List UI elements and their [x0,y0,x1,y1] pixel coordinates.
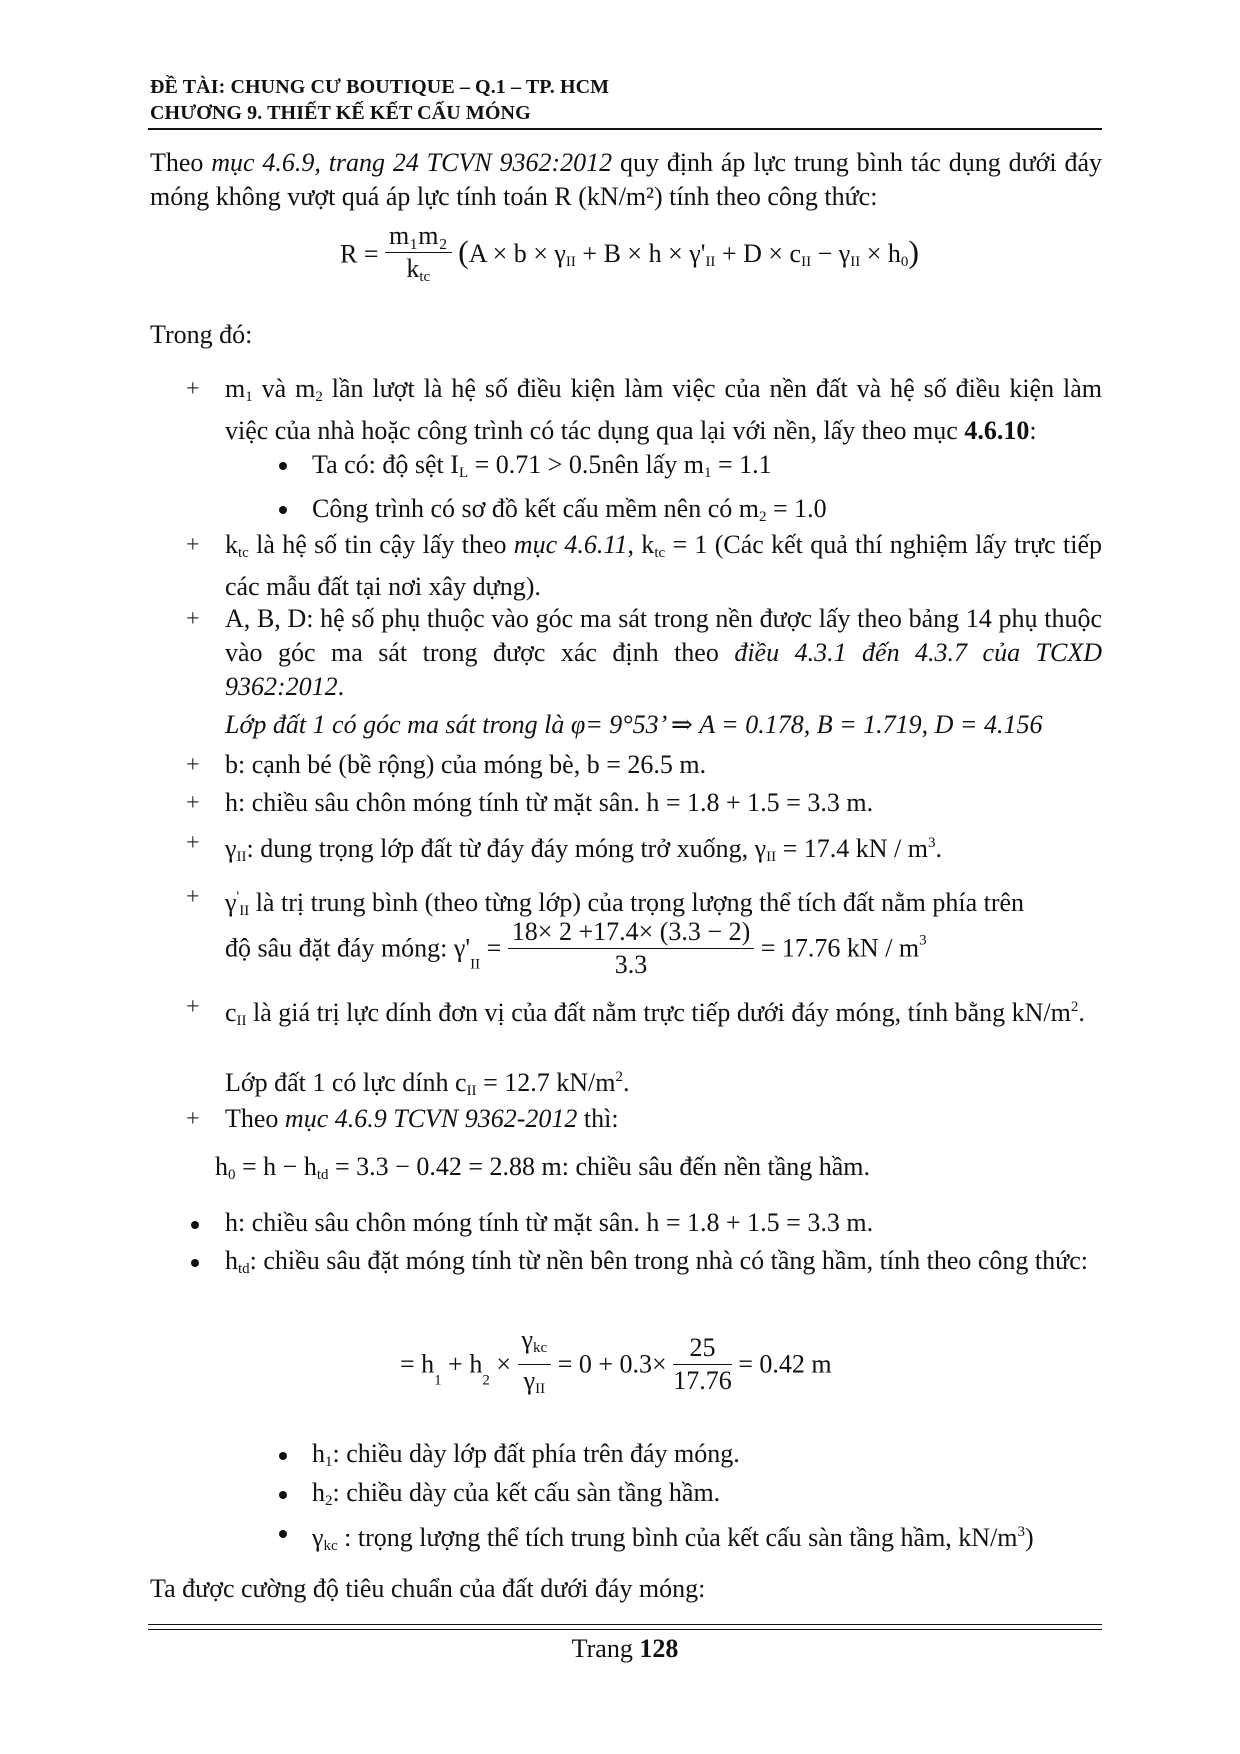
htd-gamma-fraction: $\frac{\gamma_{kc}}{\gamma_{II}}$ [518,1324,552,1405]
item-gamma-ii: $\gamma_{II}$: dung trọng lớp đất từ đáy đáy móng trở xuống, $\gamma_{II} = 17.4$ kN / $m^3$. [225,834,942,865]
htd-number-fraction: $\frac{25}{17.76}$ [673,1333,732,1395]
intro-ref: mục 4.6.9, trang 24 TCVN 9362:2012 [211,148,613,177]
sub-bullet-h2: $h_2$: chiều dày của kết cấu sàn tầng hầm. [312,1478,721,1509]
item-abd: A, B, D: hệ số phụ thuộc vào góc ma sát trong nền được lấy theo bảng 14 phụ thuộc vào góc ma sát trong được xác định theo điều 4.3.1 đến 4.3.7 của TCXD 9362:2012. [225,604,1102,701]
plus-marker: + [186,606,200,632]
item-m1-m2: $m_1$ và $m_2$ lần lượt là hệ số điều kiện làm việc của nền đất và hệ số điều kiện làm việc của nhà hoặc công trình có tác dụng qua lại với nền, lấy theo mục 4.6.10: [225,374,1102,445]
plus-marker: + [186,884,200,910]
header-project-title: ĐỀ TÀI: CHUNG CƯ BOUTIQUE – Q.1 – TP. HCM [150,76,610,98]
intro-pre: Theo [150,148,212,177]
plus-marker: + [186,790,200,816]
formula-bearing-capacity [340,220,919,293]
bullet-htd: $h_{td}$: chiều sâu đặt móng tính từ nền bên trong nhà có tầng hầm, tính theo công thức: [225,1246,1089,1277]
bullet-h: h: chiều sâu chôn móng tính từ mặt sân. h = 1.8 + 1.5 = 3.3 m. [225,1208,874,1237]
bullet-dot [279,506,287,514]
intro-post: quy định áp lực trung bình tác dụng dưới đáy móng không vượt quá áp lực tính toán R (kN/m²) tính theo công thức: [150,148,1103,211]
bullet-dot [279,1452,287,1460]
plus-marker: + [186,1106,200,1132]
page-label: Trang [571,1634,640,1663]
ref-4-6-10: 4.6.10 [964,416,1030,445]
formula-lhs: R = [340,239,379,269]
formula-paren-open: ( [458,233,469,270]
plus-marker: + [186,376,200,402]
plus-marker: + [186,994,200,1020]
page-number: 128 [639,1634,679,1663]
sub-bullet-h1: $h_1$: chiều dày lớp đất phía trên đáy móng. [312,1439,740,1470]
bullet-dot [279,462,287,470]
formula-body: $A \times b \times \gamma_{II} + B \times h \times \gamma'_{II} + D \times c_{II} - \gamma_{II} \times h_0$ [468,239,909,271]
gamma-prime-fraction: $\frac{18\times 2 +17.4\times (3.3 - 2)}{3.3}$ [508,916,754,981]
item-b: b: cạnh bé (bề rộng) của móng bè, b = 26.5 m. [225,750,707,779]
formula-denominator: $k_{tc}$ [406,254,431,285]
item-h: h: chiều sâu chôn móng tính từ mặt sân. h = 1.8 + 1.5 = 3.3 m. [225,788,874,817]
closing-line: Ta được cường độ tiêu chuẩn của đất dưới đáy móng: [150,1574,706,1603]
plus-marker: + [186,752,200,778]
formula-paren-close: ) [908,233,920,270]
running-header [150,74,1100,126]
item-m2-value: Công trình có sơ đồ kết cấu mềm nên có $m_2 = 1.0$ [312,494,827,525]
header-rule [148,128,1102,130]
header-chapter-title: CHƯƠNG 9. THIẾT KẾ KẾT CẤU MÓNG [150,102,531,124]
bullet-dot [279,1491,287,1499]
item-abd-values: Lớp đất 1 có góc ma sát trong là φ= 9°53’ ⇒ A = 0.178, B = 1.719, D = 4.156 [225,710,1043,739]
item-gamma-prime: $\gamma'_{II}$ là trị trung bình (theo từng lớp) của trọng lượng thể tích đất nằm phía trên [225,888,1025,919]
item-theo: Theo mục 4.6.9 TCVN 9362-2012 thì: [225,1104,619,1133]
intro-paragraph [150,146,1102,214]
item-h0-formula: $h_0 = h - h_{td} = 3.3 - 0.42 = 2.88$ m: chiều sâu đến nền tầng hầm. [215,1152,871,1183]
formula-numerator: m₁m₂ [385,220,452,253]
footer-rule-double [148,1629,1102,1630]
page-footer [0,1632,1240,1666]
item-m1-value: Ta có: độ sệt $I_L = 0.71$ > 0.5nên lấy $m_1 = 1.1$ [312,450,772,481]
formula-gamma-prime: độ sâu đặt đáy móng: $\gamma'_{II}$ = $\frac{18\times 2 +17.4\times (3.3 - 2)}{3.3}$ = 17.76 kN / $m^3$ [225,917,927,979]
plus-marker: + [186,830,200,856]
bullet-dot [279,1530,287,1538]
formula-fraction [385,220,452,293]
bullet-dot [191,1221,199,1229]
footer-rule [148,1624,1102,1625]
item-c-ii: $c_{II}$ là giá trị lực dính đơn vị của đất nằm trực tiếp dưới đáy móng, tính bằng $kN/m^2$. [225,998,1085,1029]
sub-bullet-gamma-kc: $\gamma_{kc}$ : trọng lượng thể tích trung bình của kết cấu sàn tầng hầm, $kN/m^3$) [312,1523,1034,1554]
formula-htd: = $h_1 + h_2$ × $\frac{\gamma_{kc}}{\gamma_{II}}$ = 0 + 0.3× $\frac{25}{17.76}$ = 0.42 m [400,1324,832,1405]
trong-do-label: Trong đó: [150,320,253,349]
item-ktc: $k_{tc}$ là hệ số tin cậy lấy theo mục 4.6.11, $k_{tc} = 1$ (Các kết quả thí nghiệm lấy trực tiếp các mẫu đất tại nơi xây dựng). [225,530,1102,601]
bullet-dot [191,1259,199,1267]
plus-marker: + [186,532,200,558]
item-c-value: Lớp đất 1 có lực dính $c_{II} = 12.7$ $kN/m^2$. [225,1068,630,1099]
